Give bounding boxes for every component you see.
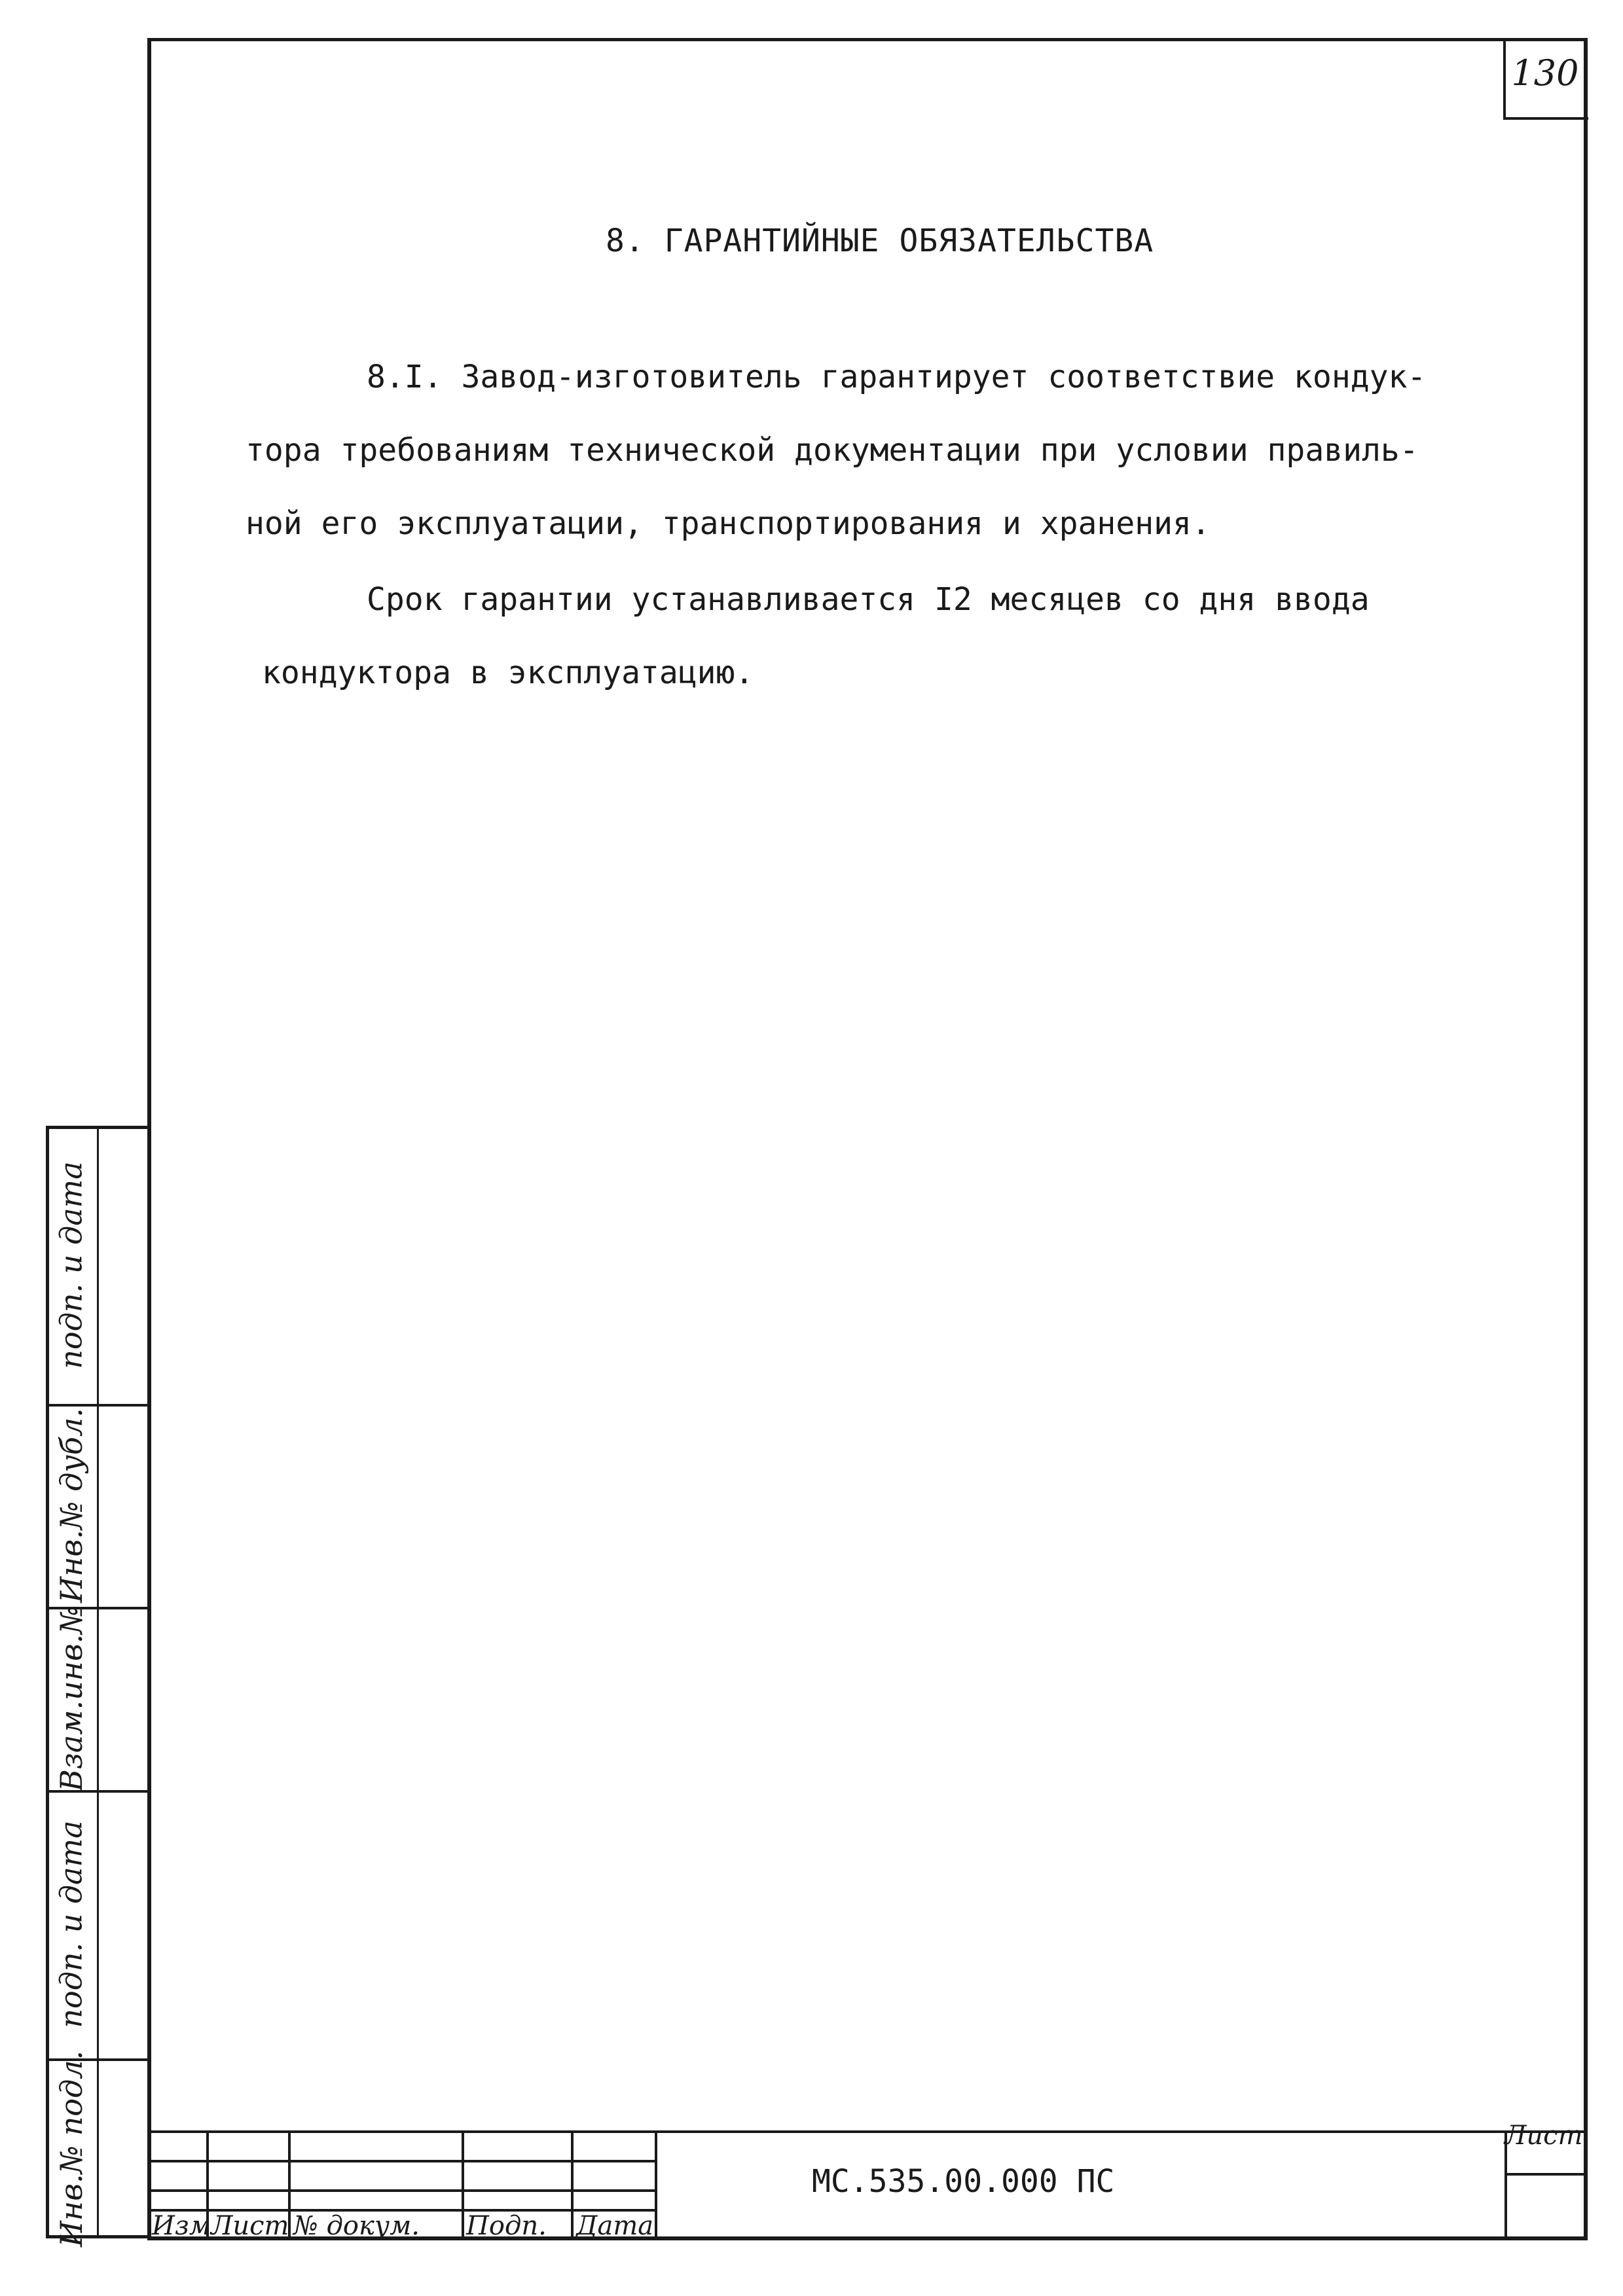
col-label-date: Дата <box>576 2211 654 2241</box>
side-label-replace-inv: Взам.инв.№ <box>54 1605 89 1791</box>
side-label-dup-inv: Инв.№ дубл. <box>54 1408 90 1603</box>
title-block-col-rule <box>462 2130 464 2240</box>
paragraph-line: кондуктора в эксплуатацию. <box>262 655 754 691</box>
sheet-cell-rule <box>1504 2173 1588 2176</box>
side-strip-divider <box>97 1126 99 2238</box>
col-label-sheet: Лист <box>211 2211 289 2241</box>
title-block-rule <box>147 2189 655 2192</box>
paragraph-line: ной его эксплуатации, транспортирования и хранения. <box>246 505 1211 542</box>
col-label-doc-no: № докум. <box>293 2211 420 2241</box>
page-number: 130 <box>1511 52 1579 94</box>
title-block-col-rule <box>571 2130 574 2240</box>
col-label-sign: Подп. <box>466 2211 547 2241</box>
paragraph-line: тора требованиям технической документации при условии правиль- <box>246 432 1419 469</box>
paragraph-line: Срок гарантии устанавливается I2 месяцев со дня ввода <box>367 581 1370 618</box>
warranty-paragraph <box>246 340 1427 560</box>
title-block-rule <box>147 2160 655 2162</box>
paragraph-line: 8.I. Завод-изготовитель гарантирует соответствие кондук- <box>367 359 1427 395</box>
warranty-term-paragraph <box>262 563 1370 709</box>
sheet-label: Лист <box>1504 2121 1583 2151</box>
col-label-change: Изм <box>152 2211 211 2241</box>
side-label-inv-no: Инв.№ подл. <box>54 2050 90 2247</box>
side-label-sign-date: подп. и дата <box>54 1820 89 2028</box>
document-designation: МС.535.00.000 ПС <box>812 2163 1115 2200</box>
title-block-col-rule <box>655 2130 657 2240</box>
section-title: 8. ГАРАНТИЙНЫЕ ОБЯЗАТЕЛЬСТВА <box>606 223 1154 259</box>
side-label-sign-date-2: подп. и дата <box>54 1160 89 1369</box>
title-block-top-rule <box>147 2130 1588 2133</box>
